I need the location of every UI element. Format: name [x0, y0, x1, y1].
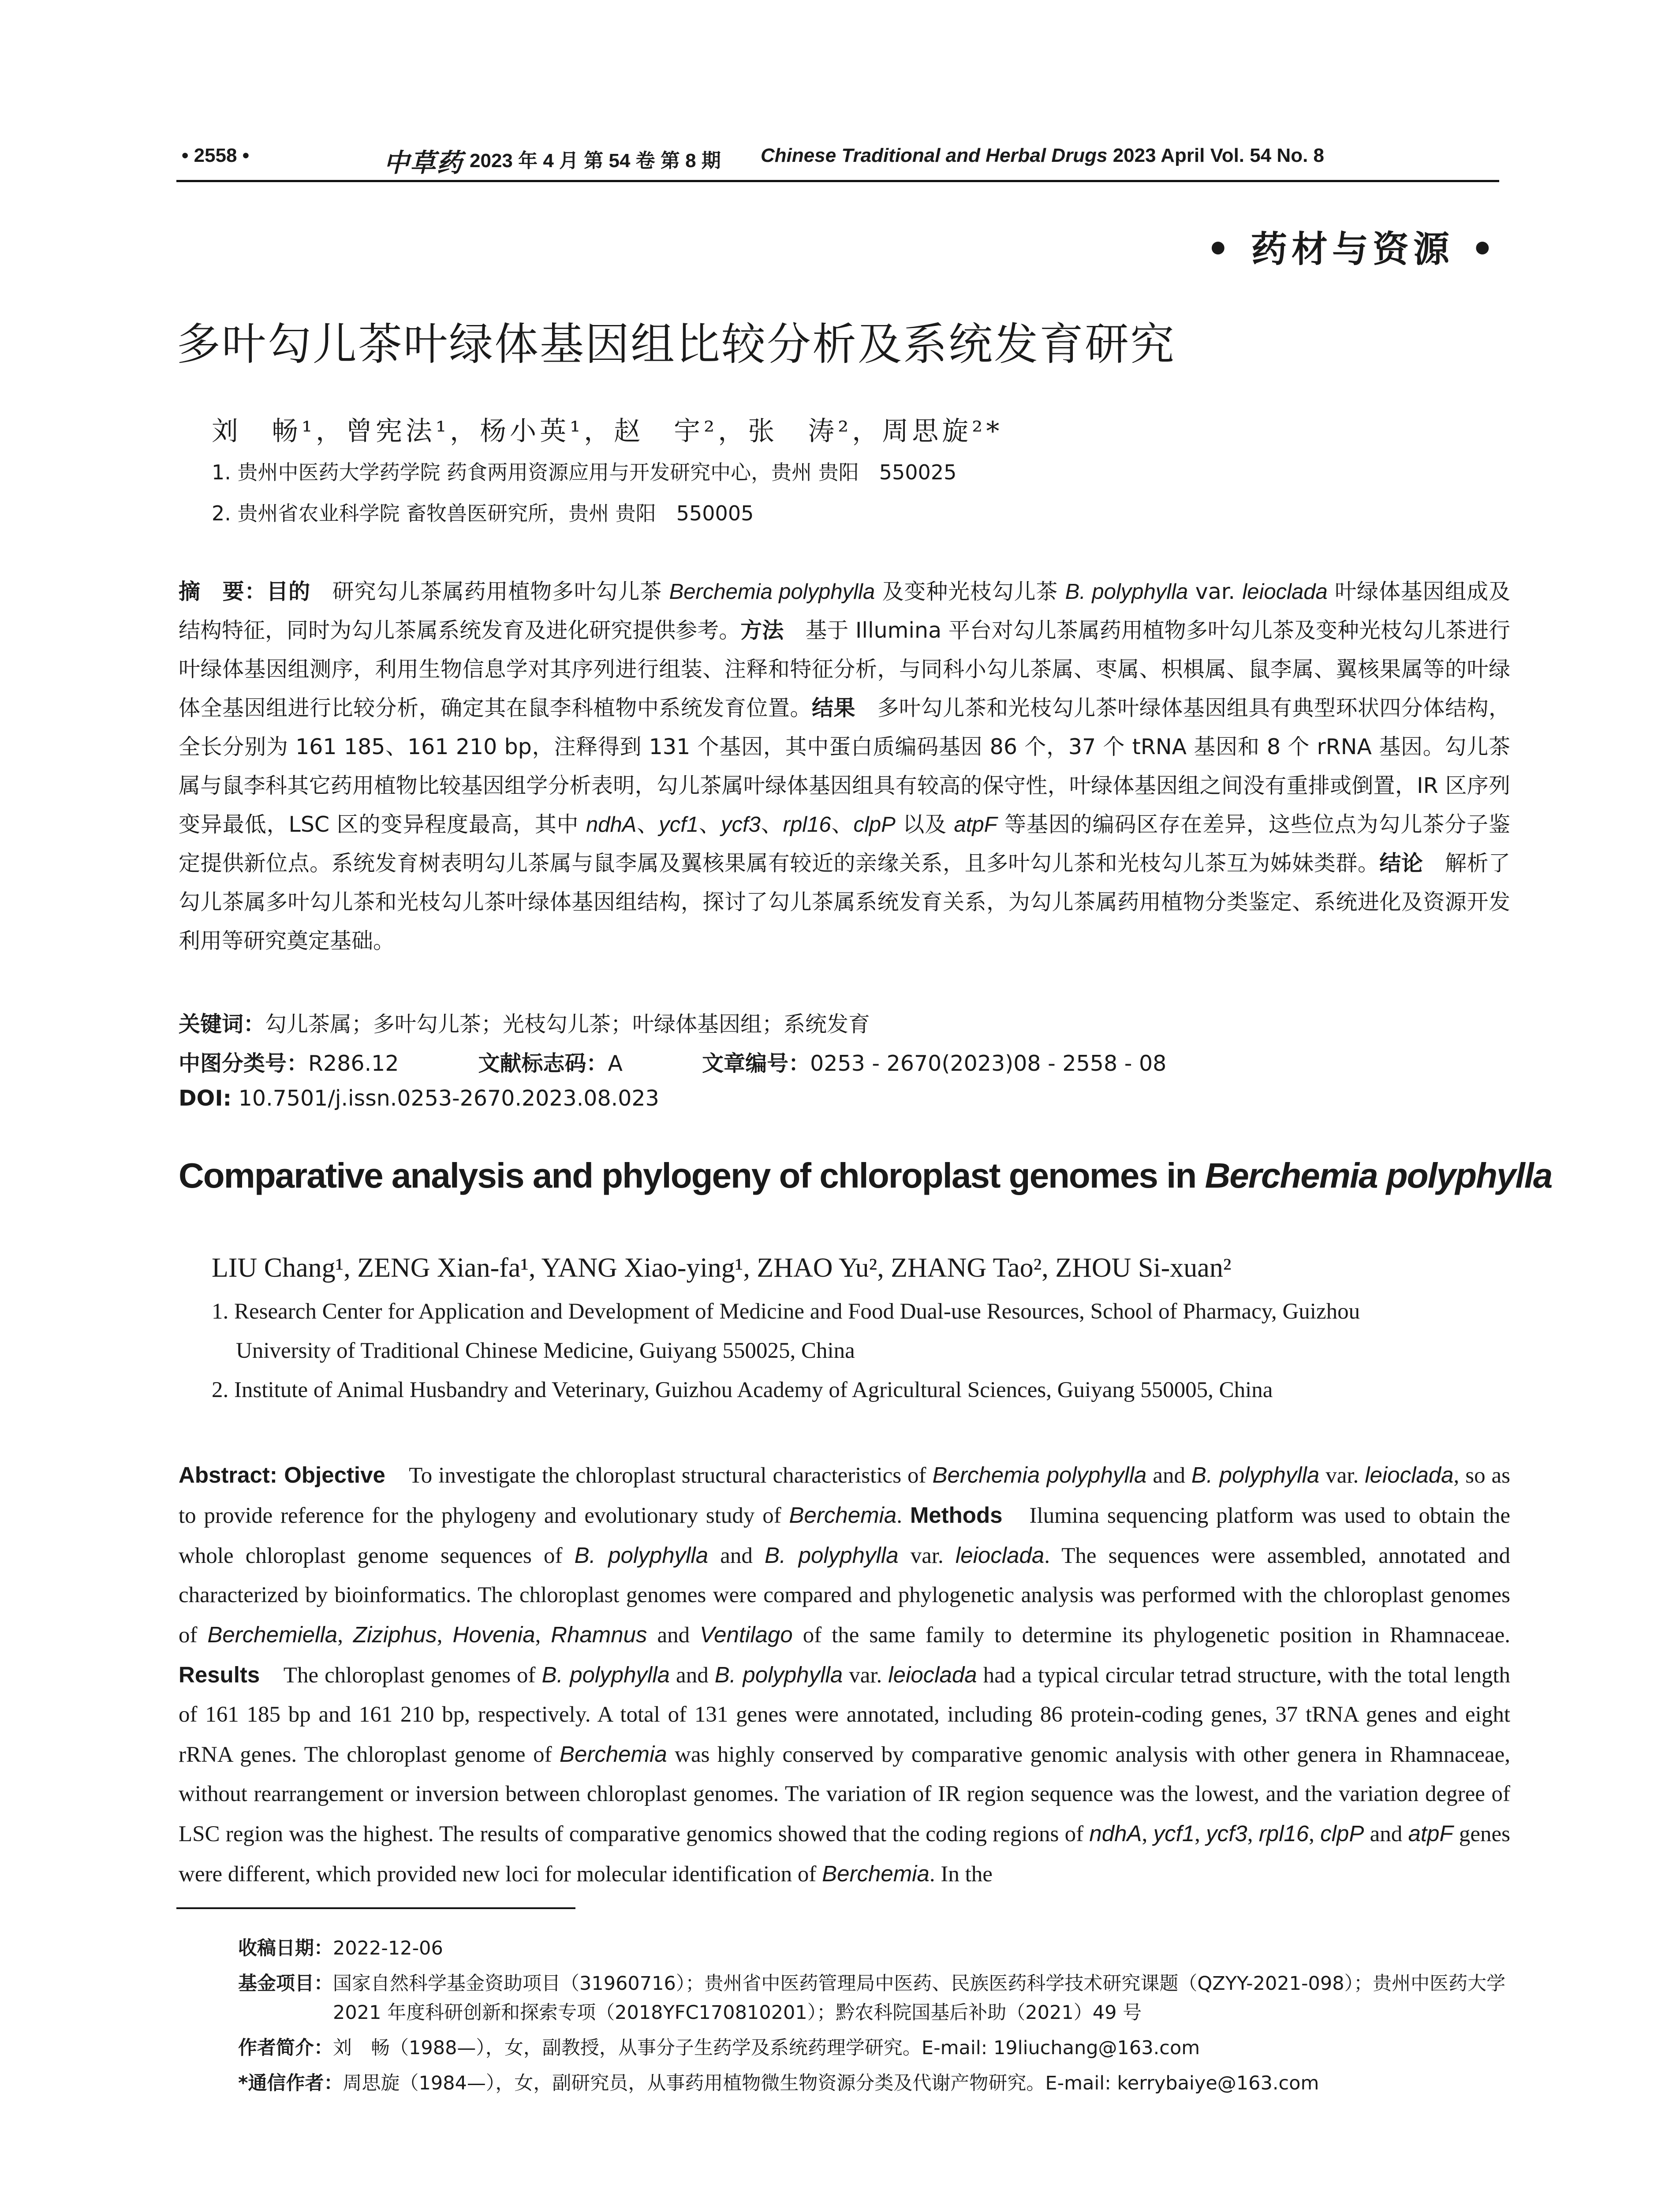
abstract-en-text: . The sequences were assembled, annotated and characterized by bioinformatics. The chloroplast genomes were compared and phylogenetic analysis was performed with the chloroplast genomes of	[179, 1544, 1510, 1648]
column-label: • 药材与资源 •	[1206, 228, 1498, 270]
species-name: B. polyphylla	[714, 1662, 843, 1687]
abstract-en-text: and	[1364, 1822, 1408, 1846]
authors-cn: 刘 畅¹，曾宪法¹，杨小英¹，赵 宇²，张 涛²，周思旋²*	[212, 416, 1003, 447]
affiliation-en-1: 1. Research Center for Application and Development of Medicine and Food Dual-use Resources, School of Pharmacy, Guizhou	[212, 1299, 1360, 1324]
species-name: Berchemia polyphylla	[669, 580, 875, 604]
gene-name: clpP	[853, 813, 896, 837]
gene-name: ycf1	[659, 813, 699, 837]
abstract-en-label: Abstract: Objective	[179, 1462, 385, 1487]
abstract-en-text: ,	[337, 1623, 353, 1648]
genus-name: Berchemia	[559, 1742, 667, 1767]
received-value: 2022-12-06	[333, 1937, 443, 1959]
conclusion-label: 结论	[1379, 851, 1423, 876]
separator: 、	[760, 812, 783, 837]
abstract-en-text: ,	[1142, 1822, 1154, 1846]
species-name: leioclada	[1242, 580, 1328, 604]
abstract-en-text: ,	[1247, 1822, 1259, 1846]
abstract-en-text: ,	[1195, 1822, 1206, 1846]
results-label: 结果	[811, 695, 856, 721]
page-number: • 2558 •	[182, 145, 250, 166]
gene-name: ndhA	[586, 813, 637, 837]
abstract-en-text: var.	[843, 1663, 889, 1688]
affiliation-en-2: 2. Institute of Animal Husbandry and Veterinary, Guizhou Academy of Agricultural Sciences, Guiyang 550005, China	[212, 1378, 1273, 1402]
objective-text: 及变种光枝勾儿茶	[875, 579, 1065, 604]
genus-name: Berchemiella	[207, 1622, 338, 1647]
title-en-text: Comparative analysis and phylogeny of chloroplast genomes in	[179, 1156, 1205, 1195]
species-name: B. polyphylla	[1191, 1462, 1320, 1487]
abstract-en-text: genes were different, which provided new loci for molecular identification of	[179, 1822, 1511, 1887]
objective-text: 叶绿体基因组成及结构特征，同时为勾儿茶属系统发育及进化研究提供参考。	[179, 579, 1510, 643]
results-text: 多叶勾儿茶和光枝勾儿茶叶绿体基因组具有典型环状四分体结构，全长分别为 161 185、161 210 bp，注释得到 131 个基因，其中蛋白质编码基因 86 个，37 个 tRNA 基因和 8 个 rRNA 基因。勾儿茶属与鼠李科其它药用植物比较基因组学分析表明，勾儿茶属叶绿体基因组具有较高的保守性，叶绿体基因组之间没有重排或倒置，IR 区序列变异最低，LSC 区的变异程度最高，其中	[179, 695, 1510, 837]
doi-value: 10.7501/j.issn.0253-2670.2023.08.023	[231, 1086, 659, 1111]
species-name: B. polyphylla	[541, 1662, 670, 1687]
abstract-cn	[179, 572, 1510, 960]
title-en	[179, 1155, 1552, 1196]
abstract-en-text: and	[647, 1623, 700, 1648]
methods-en-label: Methods	[910, 1502, 1003, 1528]
gene-name: rpl16	[783, 813, 831, 837]
genus-name: Ventilago	[700, 1622, 793, 1647]
affiliation-cn-1: 1. 贵州中医药大学药学院 药食两用资源应用与开发研究中心，贵州 贵阳 550025	[212, 460, 957, 484]
fund-value: 国家自然科学基金资助项目（31960716）；贵州省中医药管理局中医药、民族医药科学技术研究课题（QZYY-2021-098）；贵州中医药大学 2021 年度科研创新和探索专项（2018YFC170810201）；黔农科院国基后补助（2021）49 号	[333, 1973, 1506, 2024]
objective-text: 研究勾儿茶属药用植物多叶勾儿茶	[310, 579, 669, 604]
abstract-en-text: To investigate the chloroplast structural characteristics of	[385, 1463, 933, 1488]
footnotes	[238, 1934, 1510, 2104]
title-cn: 多叶勾儿茶叶绿体基因组比较分析及系统发育研究	[176, 318, 1176, 370]
abstract-en-text: of the same family to determine its phylogenetic position in Rhamnaceae.	[792, 1623, 1511, 1648]
abstract-en-text: . In the	[929, 1862, 993, 1887]
abstract-en-text: var.	[898, 1544, 956, 1568]
methods-label: 方法	[740, 618, 784, 643]
abstract-en-text: ,	[1309, 1822, 1321, 1846]
genus-name: Ziziphus	[353, 1622, 437, 1647]
received-date	[238, 1934, 1510, 1963]
abstract-en-text: , so as to provide reference for the phylogeny and evolutionary study of	[179, 1463, 1510, 1528]
author-bio	[238, 2033, 1510, 2063]
gene-name: ycf3	[1206, 1821, 1247, 1846]
author-bio-value: 刘 畅（1988—），女，副教授，从事分子生药学及系统药理学研究。E-mail: 19liuchang@163.com	[333, 2037, 1200, 2059]
fund-label: 基金项目：	[238, 1973, 333, 1995]
abstract-en-text: ,	[437, 1623, 453, 1648]
gene-name: rpl16	[1258, 1821, 1309, 1846]
objective-text: var.	[1188, 579, 1243, 604]
journal-logo: 中草药	[384, 148, 463, 178]
species-name: B. polyphylla	[1065, 580, 1188, 604]
gene-name: ndhA	[1089, 1821, 1142, 1846]
abstract-en-text: Ilumina sequencing platform was used to obtain the whole chloroplast genome sequences of	[179, 1503, 1510, 1568]
abstract-en	[179, 1455, 1510, 1894]
abstract-en-text: and	[1146, 1463, 1191, 1488]
methods-text: 基于 Illumina 平台对勾儿茶属药用植物多叶勾儿茶及变种光枝勾儿茶进行叶绿体基因组测序，利用生物信息学对其序列进行组装、注释和特征分析，与同科小勾儿茶属、枣属、枳椇属、鼠李属、翼核果属等的叶绿体全基因组进行比较分析，确定其在鼠李科植物中系统发育位置。	[179, 618, 1510, 721]
article-no-label: 文章编号：	[702, 1051, 810, 1076]
conclusion-text: 解析了勾儿茶属多叶勾儿茶和光枝勾儿茶叶绿体基因组结构，探讨了勾儿茶属系统发育关系，为勾儿茶属药用植物分类鉴定、系统进化及资源开发利用等研究奠定基础。	[179, 851, 1510, 953]
abstract-en-text: var.	[1319, 1463, 1365, 1488]
species-name: B. polyphylla	[765, 1543, 899, 1568]
article-no-value: 0253 - 2670(2023)08 - 2558 - 08	[810, 1051, 1167, 1076]
gene-name: atpF	[954, 813, 997, 837]
issue-info-cn: 2023 年 4 月 第 54 卷 第 8 期	[470, 150, 721, 172]
abstract-en-text: The chloroplast genomes of	[260, 1663, 542, 1688]
separator: 、	[698, 812, 721, 837]
species-name: leioclada	[888, 1662, 977, 1687]
separator: 、	[831, 812, 854, 837]
gene-name: atpF	[1408, 1821, 1453, 1846]
clc-value: R286.12	[308, 1051, 399, 1076]
journal-name-en: Chinese Traditional and Herbal Drugs	[761, 145, 1108, 166]
genus-name: Hovenia	[452, 1622, 535, 1647]
doi-line	[179, 1086, 659, 1111]
received-label: 收稿日期：	[238, 1937, 333, 1959]
abstract-en-text: was highly conserved by comparative genomic analysis with other genera in Rhamnaceae, without rearrangement or inversion between chloroplast genomes. The variation of IR region sequence was the lowest, and the variation degree of LSC region was the highest. The results of comparative genomics showed that the coding regions of	[179, 1742, 1510, 1846]
genus-name: Rhamnus	[551, 1622, 647, 1647]
keywords-label: 关键词：	[179, 1012, 265, 1037]
gene-name: ycf3	[721, 813, 761, 837]
issue-info-en-plain: 2023 April Vol. 54 No. 8	[1107, 145, 1324, 166]
author-bio-label: 作者简介：	[238, 2037, 333, 2059]
authors-en: LIU Chang¹, ZENG Xian-fa¹, YANG Xiao-ying¹, ZHAO Yu², ZHANG Tao², ZHOU Si-xuan²	[212, 1253, 1232, 1283]
keywords-value: 勾儿茶属；多叶勾儿茶；光枝勾儿茶；叶绿体基因组；系统发育	[265, 1012, 870, 1037]
funding	[238, 1969, 1510, 2027]
running-header	[176, 145, 1499, 182]
affiliation-en-1-cont: University of Traditional Chinese Medicine, Guiyang 550025, China	[236, 1338, 855, 1363]
corresponding-label: *通信作者：	[238, 2072, 343, 2094]
genus-name: Berchemia	[822, 1861, 930, 1886]
species-name: B. polyphylla	[574, 1543, 709, 1568]
doi-label: DOI:	[179, 1086, 232, 1111]
doc-code-value: A	[608, 1051, 623, 1076]
gene-name: clpP	[1320, 1821, 1364, 1846]
abstract-en-text: .	[896, 1503, 910, 1528]
abstract-en-text: and	[708, 1544, 765, 1568]
abstract-en-text: ,	[535, 1623, 551, 1648]
issue-info-en	[761, 145, 1324, 167]
classification-line	[179, 1046, 1166, 1077]
species-name: leioclada	[1365, 1462, 1454, 1487]
results-text: 等基因的编码区存在差异，这些位点为勾儿茶分子鉴定提供新位点。系统发育树表明勾儿茶属与鼠李属及翼核果属有较近的亲缘关系，且多叶勾儿茶和光枝勾儿茶互为姊妹类群。	[179, 812, 1510, 876]
abstract-label: 摘 要：	[179, 579, 267, 604]
species-name: Berchemia	[789, 1502, 897, 1528]
results-en-label: Results	[179, 1662, 260, 1687]
separator: 、	[636, 812, 659, 837]
affiliation-cn-2: 2. 贵州省农业科学院 畜牧兽医研究所，贵州 贵阳 550005	[212, 501, 754, 525]
abstract-en-text: and	[670, 1663, 715, 1688]
abstract-en-text: had a typical circular tetrad structure, with the total length of 161 185 bp and 161 210 bp, respectively. A total of 131 genes were annotated, including 86 protein-coding genes, 37 tRNA genes and eight rRNA genes. The chloroplast genome of	[179, 1663, 1511, 1767]
corresponding-author	[238, 2069, 1510, 2098]
corresponding-value: 周思旋（1984—），女，副研究员，从事药用植物微生物资源分类及代谢产物研究。E-mail: kerrybaiye@163.com	[343, 2072, 1319, 2094]
separator: 以及	[895, 812, 954, 837]
clc-label: 中图分类号：	[179, 1051, 309, 1076]
footnote-divider	[176, 1907, 575, 1909]
keywords-line	[179, 1007, 870, 1038]
doc-code-label: 文献标志码：	[478, 1051, 608, 1076]
species-name: leioclada	[955, 1543, 1045, 1568]
title-en-species: Berchemia polyphylla	[1205, 1156, 1552, 1195]
objective-label: 目的	[266, 579, 310, 604]
species-name: Berchemia polyphylla	[932, 1462, 1147, 1487]
gene-name: ycf1	[1153, 1821, 1195, 1846]
